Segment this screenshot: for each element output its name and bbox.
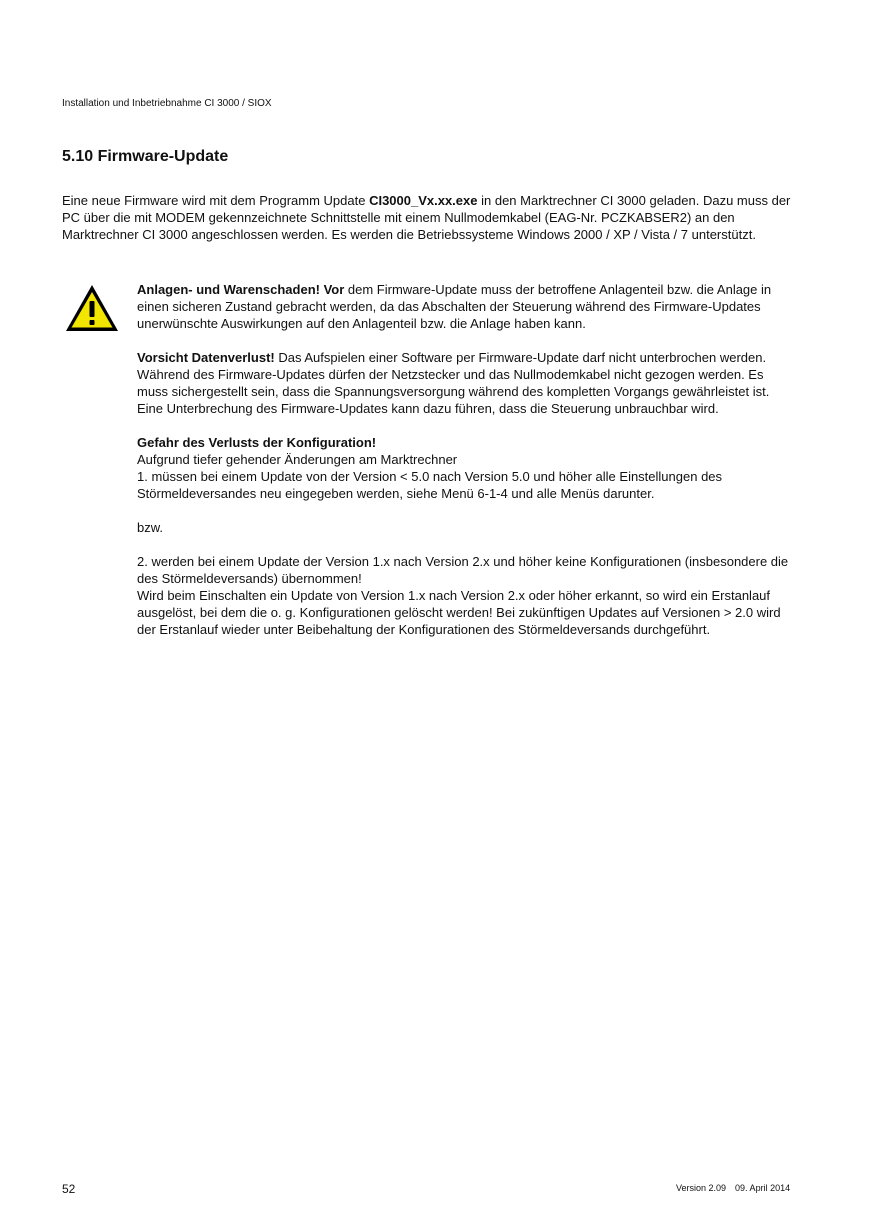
config-item-2: 2. werden bei einem Update der Version 1.x nach Version 2.x und höher keine Konfigurationen (insbesondere die des Störmeldeversands) übernommen!	[137, 554, 789, 586]
dataloss-text: Das Aufspielen einer Software per Firmware-Update darf nicht unterbrochen werden. Während des Firmware-Updates dürfen der Netzstecker und das Nullmodemkabel nicht gezogen werden. Es muss sichergestellt sein, dass die Spannungsversorgung während des kompletten Vorgangs gewährleistet ist. Eine Unterbrechung des Firmware-Updates kann dazu führen, dass die Steuerung unbrauchbar wird.	[137, 350, 770, 416]
version-info	[676, 1183, 790, 1193]
config-or: bzw.	[137, 520, 164, 535]
intro-text-start: Eine neue Firmware wird mit dem Programm Update	[62, 193, 370, 208]
page-number: 52	[62, 1182, 76, 1196]
dataloss-note	[137, 349, 792, 417]
intro-text-end: in den Marktrechner CI 3000 geladen. Dazu muss der PC über die mit MODEM gekennzeichnete Schnittstelle mit einem Nullmodemkabel (EAG-Nr. PCZKABSER2) an den Marktrechner CI 3000 angeschlossen werden. Es werden die Betriebssysteme Windows 2000 / XP / Vista / 7 unterstützt.	[62, 193, 791, 242]
config-item-2-detail: Wird beim Einschalten ein Update von Version 1.x nach Version 2.x oder höher erkannt, so wird ein Erstanlauf ausgelöst, bei dem die o. g. Konfigurationen gelöscht werden! Bei zukünftigen Updates auf Versionen > 2.0 wird der Erstanlauf wieder unter Beibehaltung der Konfigurationen des Störmeldeversands durchgeführt.	[137, 588, 781, 637]
damage-text: dem Firmware-Update muss der betroffene Anlagenteil bzw. die Anlage in einen sicheren Zustand gebracht werden, da das Abschalten der Steuerung während des Firmware-Updates unerwünschte Auswirkungen auf den Anlagenteil bzw. die Anlage haben kann.	[137, 282, 772, 331]
version-label: Version 2.09	[676, 1183, 727, 1193]
dataloss-heading: Vorsicht Datenverlust!	[137, 350, 275, 365]
section-title: 5.10 Firmware-Update	[62, 148, 229, 165]
config-item-1: 1. müssen bei einem Update von der Version < 5.0 nach Version 5.0 und höher alle Einstellungen des Störmeldeversandes neu eingegeben werden, siehe Menü 6-1-4 und alle Menüs darunter.	[137, 469, 723, 501]
damage-note	[137, 281, 792, 332]
config-heading: Gefahr des Verlusts der Konfiguration!	[137, 435, 377, 450]
config-intro: Aufgrund tiefer gehender Änderungen am Marktrechner	[137, 452, 458, 467]
program-name: CI3000_Vx.xx.exe	[369, 193, 478, 208]
running-header: Installation und Inbetriebnahme CI 3000 / SIOX	[62, 98, 272, 109]
warning-notes	[137, 281, 792, 638]
warning-triangle-icon	[64, 283, 120, 333]
damage-heading: Anlagen- und Warenschaden! Vor	[137, 282, 345, 297]
intro-paragraph	[62, 192, 792, 243]
version-date: 09. April 2014	[735, 1183, 791, 1193]
